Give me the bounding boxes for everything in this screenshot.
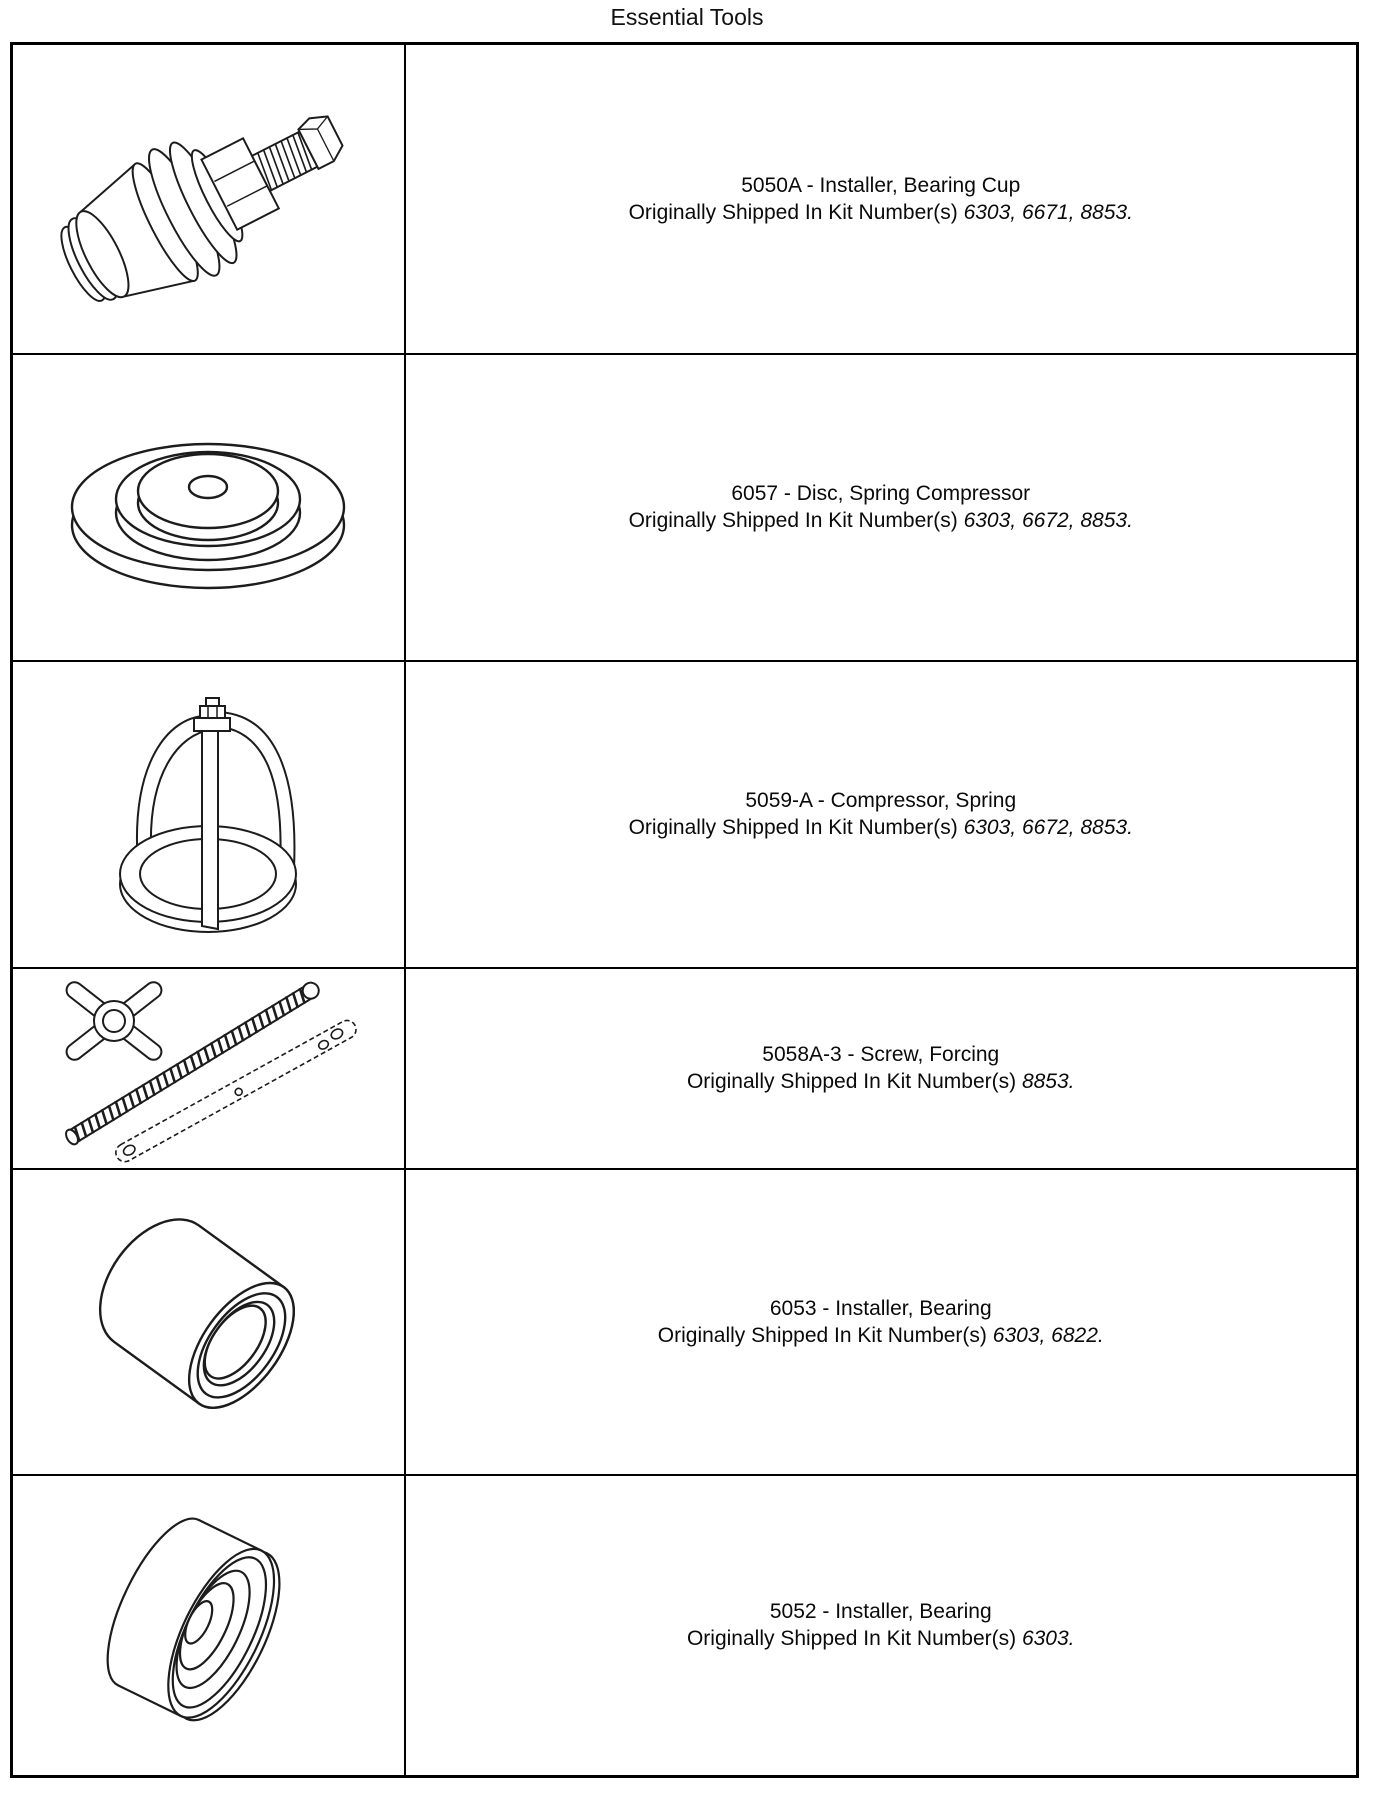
kit-prefix-text: Originally Shipped In Kit Number(s) (628, 816, 958, 839)
tool-kit-info (406, 1322, 1357, 1349)
tool-description-cell (405, 661, 1358, 968)
tool-kit-info (406, 1068, 1357, 1095)
spring-compressor-disc-illustration (58, 407, 358, 607)
tool-illustration-cell (12, 661, 405, 968)
tool-kit-info (406, 814, 1357, 841)
tool-description-cell (405, 1475, 1358, 1777)
tool-label: 6053 - Installer, Bearing (769, 1296, 992, 1320)
tool-illustration-wrapper (13, 688, 404, 940)
tool-illustration-wrapper (13, 68, 404, 330)
tool-illustration-cell (12, 968, 405, 1169)
tool-description-cell (405, 354, 1358, 661)
tool-illustration-cell (12, 1475, 405, 1777)
tool-kit-info (406, 507, 1357, 534)
forcing-screw-illustration (14, 969, 402, 1167)
tool-description-cell (405, 1169, 1358, 1475)
bearing-cup-installer-illustration (43, 68, 373, 330)
tool-illustration-cell (12, 354, 405, 661)
tool-illustration-wrapper (13, 1204, 404, 1439)
kit-numbers-text: 6303, 6672, 8853. (963, 816, 1133, 839)
table-row-5052 (12, 1475, 1358, 1777)
kit-numbers-text: 6303, 6672, 8853. (963, 509, 1133, 532)
tool-kit-info (406, 199, 1357, 226)
table-row-5059-a (12, 661, 1358, 968)
page-title: Essential Tools (610, 4, 764, 30)
bearing-installer-wheel-illustration (91, 1503, 326, 1748)
tool-illustration-wrapper (13, 1503, 404, 1748)
kit-numbers-text: 6303, 6822. (992, 1323, 1104, 1347)
tool-label: 5059-A - Compressor, Spring (745, 789, 1017, 812)
kit-prefix-text: Originally Shipped In Kit Number(s) (686, 1627, 1017, 1651)
tool-illustration-wrapper (13, 969, 404, 1167)
kit-prefix-text: Originally Shipped In Kit Number(s) (657, 1323, 987, 1347)
tool-kit-info (406, 1625, 1357, 1652)
tool-label: 5050A - Installer, Bearing Cup (741, 173, 1021, 197)
tool-illustration-cell (12, 44, 405, 354)
tool-illustration-wrapper (13, 407, 404, 607)
bearing-installer-sleeve-illustration (83, 1204, 333, 1439)
essential-tools-table (10, 42, 1359, 1778)
table-row-5058a-3 (12, 968, 1358, 1169)
table-row-6053 (12, 1169, 1358, 1475)
tool-label: 5052 - Installer, Bearing (769, 1600, 992, 1624)
kit-numbers-text: 8853. (1021, 1070, 1075, 1093)
kit-prefix-text: Originally Shipped In Kit Number(s) (628, 509, 958, 532)
tool-description-cell (405, 44, 1358, 354)
tool-label: 5058A-3 - Screw, Forcing (762, 1043, 1000, 1066)
table-row-6057 (12, 354, 1358, 661)
tool-illustration-cell (12, 1169, 405, 1475)
spring-compressor-cage-illustration (108, 688, 308, 940)
tool-label: 6057 - Disc, Spring Compressor (731, 482, 1031, 505)
tool-description-cell (405, 968, 1358, 1169)
kit-numbers-text: 6303, 6671, 8853. (963, 200, 1133, 224)
kit-prefix-text: Originally Shipped In Kit Number(s) (686, 1070, 1017, 1093)
kit-prefix-text: Originally Shipped In Kit Number(s) (628, 200, 958, 224)
kit-numbers-text: 6303. (1021, 1627, 1075, 1651)
table-row-5050a (12, 44, 1358, 354)
